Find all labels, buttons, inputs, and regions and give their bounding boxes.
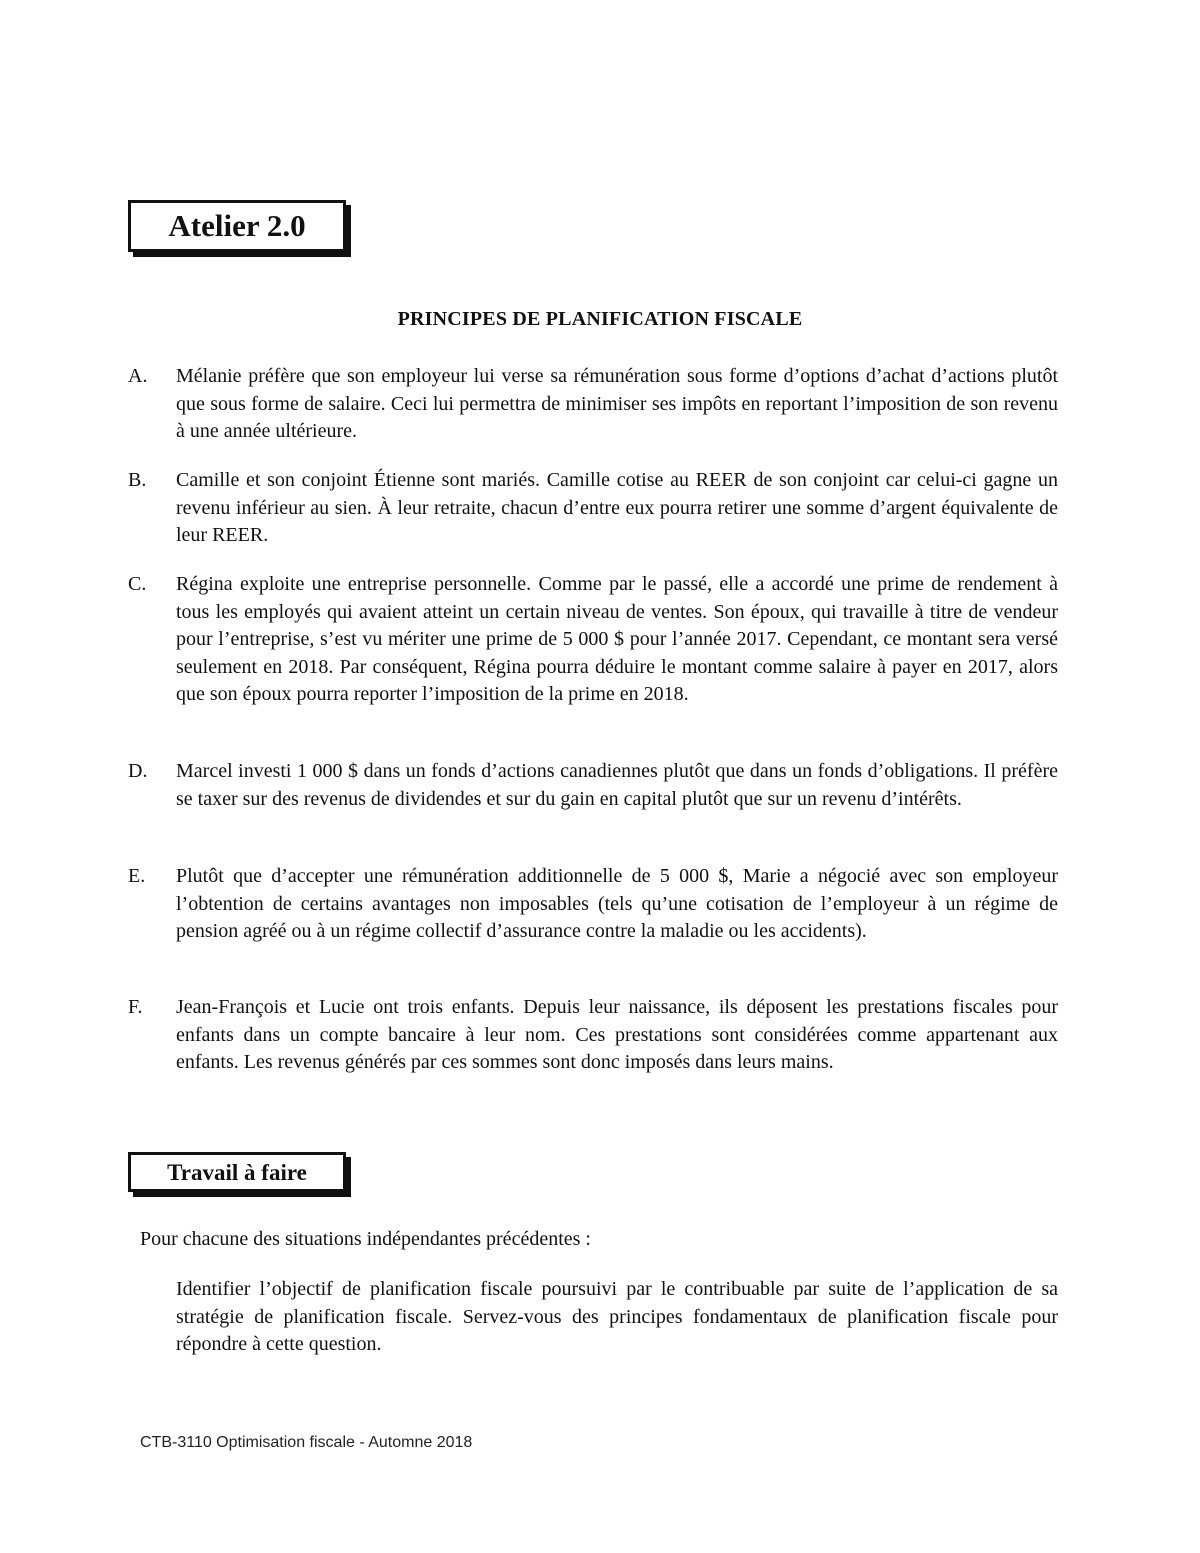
situation-text: Jean-François et Lucie ont trois enfants. Depuis leur naissance, ils déposent les prestations fiscales pour enfants dans un compte bancaire à leur nom. Ces prestations sont considérées comme appartenant aux enfants. Les revenus générés par ces sommes sont donc imposés dans leurs mains. [176, 996, 1058, 1073]
situation-letter: D. [128, 760, 148, 782]
situation-text: Régina exploite une entreprise personnelle. Comme par le passé, elle a accordé une prime de rendement à tous les employés qui avaient atteint un certain niveau de ventes. Son époux, qui travaille à titre de vendeur pour l’entreprise, s’est vu mériter une prime de 5 000 $ pour l’année 2017. Cependant, ce montant sera versé seulement en 2018. Par conséquent, Régina pourra déduire le montant comme salaire à payer en 2017, alors que son époux pourra reporter l’imposition de la prime en 2018. [176, 573, 1058, 705]
situation-letter: E. [128, 865, 146, 887]
workshop-title-box [128, 200, 346, 252]
task-instruction: Identifier l’objectif de planification fiscale poursuivi par le contribuable par suite de l’application de sa stratégie de planification fiscale. Servez-vous des principes fondamentaux de planification fiscale pour répondre à cette question. [176, 1278, 1058, 1355]
situation-text: Mélanie préfère que son employeur lui verse sa rémunération sous forme d’options d’achat d’actions plutôt que sous forme de salaire. Ceci lui permettra de minimiser ses impôts en reportant l’imposition de son revenu à une année ultérieure. [176, 365, 1058, 442]
situation-text: Plutôt que d’accepter une rémunération additionnelle de 5 000 $, Marie a négocié avec son employeur l’obtention de certains avantages non imposables (tels qu’une cotisation de l’employeur à un régime de pension agréé ou à un régime collectif d’assurance contre la maladie ou les accidents). [176, 865, 1058, 942]
section-title: PRINCIPES DE PLANIFICATION FISCALE [397, 308, 803, 330]
situation-letter: B. [128, 469, 147, 491]
task-title-box [128, 1152, 346, 1192]
task-title: Travail à faire [167, 1160, 307, 1185]
task-intro: Pour chacune des situations indépendantes précédentes : [140, 1228, 591, 1250]
situation-letter: C. [128, 573, 147, 595]
situation-text: Camille et son conjoint Étienne sont mariés. Camille cotise au REER de son conjoint car celui-ci gagne un revenu inférieur au sien. À leur retraite, chacun d’entre eux pourra retirer une somme d’argent équivalente de leur REER. [176, 469, 1058, 546]
page-footer: CTB-3110 Optimisation fiscale - Automne 2018 [140, 1434, 473, 1451]
situation-letter: A. [128, 365, 148, 387]
workshop-title: Atelier 2.0 [168, 208, 306, 243]
situation-text: Marcel investi 1 000 $ dans un fonds d’actions canadiennes plutôt que dans un fonds d’obligations. Il préfère se taxer sur des revenus de dividendes et sur du gain en capital plutôt que sur un revenu d’intérêts. [176, 760, 1058, 810]
situation-letter: F. [128, 996, 143, 1018]
